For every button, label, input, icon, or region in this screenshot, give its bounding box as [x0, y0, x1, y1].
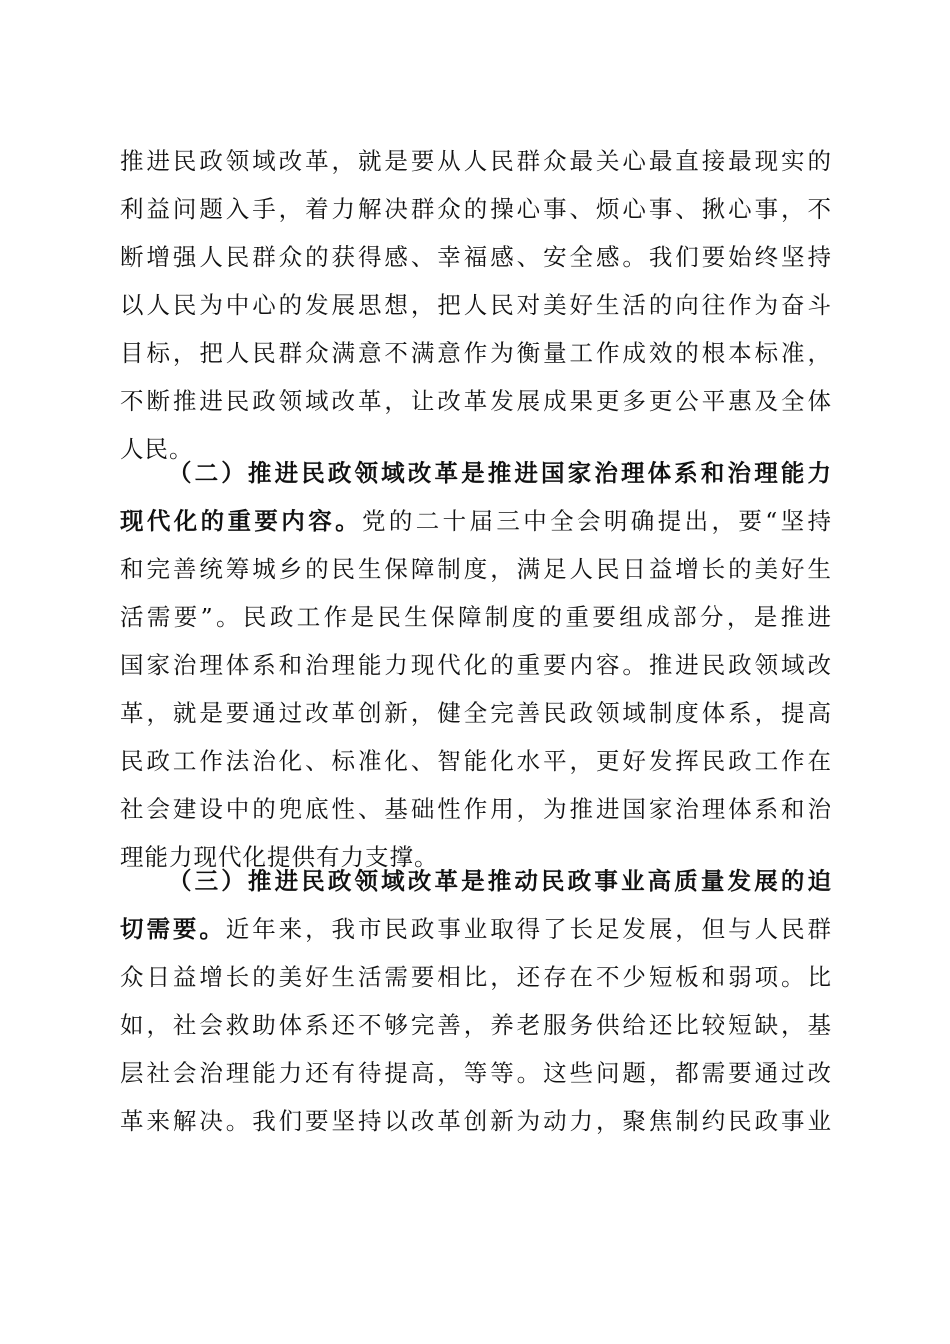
line-text: 以人民为中心的发展思想，把人民对美好生活的向往作为奋斗: [120, 291, 832, 319]
line-text: 如，社会救助体系还不够完善，养老服务供给还比较短缺，基: [120, 1011, 832, 1039]
paragraph-line: [120, 1001, 832, 1049]
paragraph-line: [120, 329, 832, 377]
paragraph-line: [120, 689, 832, 737]
paragraph-1: [120, 137, 832, 473]
line-text: 党的二十届三中全会明确提出，要“坚持: [361, 507, 833, 535]
paragraph-line: [120, 185, 832, 233]
line-text: 国家治理体系和治理能力现代化的重要内容。推进民政领域改: [120, 651, 832, 679]
line-text: 众日益增长的美好生活需要相比，还存在不少短板和弱项。比: [120, 963, 832, 991]
line-text: 近年来，我市民政事业取得了长足发展，但与人民群: [225, 915, 833, 943]
paragraph-line: [120, 953, 832, 1001]
paragraph-line: [120, 497, 832, 545]
line-text: 活需要”。民政工作是民生保障制度的重要组成部分，是推进: [120, 603, 832, 631]
line-text: 和完善统筹城乡的民生保障制度，满足人民日益增长的美好生: [120, 555, 832, 583]
paragraph-line: [120, 545, 832, 593]
paragraph-line: [120, 737, 832, 785]
paragraph-line: [120, 1049, 832, 1097]
paragraph-line: [120, 593, 832, 641]
paragraph-line: [120, 377, 832, 425]
paragraph-line: [120, 1097, 832, 1145]
paragraph-line: [120, 233, 832, 281]
line-text: 民政工作法治化、标准化、智能化水平，更好发挥民政工作在: [120, 747, 832, 775]
line-text: 人民。: [120, 435, 194, 463]
line-text: 革来解决。我们要坚持以改革创新为动力，聚焦制约民政事业: [120, 1107, 832, 1135]
paragraph-line: [120, 137, 832, 185]
line-text: 推进民政领域改革，就是要从人民群众最关心最直接最现实的: [120, 147, 832, 175]
paragraph-line: [120, 281, 832, 329]
paragraph-2: [120, 449, 832, 881]
line-text: 目标，把人民群众满意不满意作为衡量工作成效的根本标准，: [120, 339, 832, 367]
line-text: 革，就是要通过改革创新，健全完善民政领域制度体系，提高: [120, 699, 832, 727]
line-text: 利益问题入手，着力解决群众的操心事、烦心事、揪心事，不: [120, 195, 832, 223]
section-heading-end: 现代化的重要内容。: [120, 507, 362, 535]
line-text: 层社会治理能力还有待提高，等等。这些问题，都需要通过改: [120, 1059, 832, 1087]
section-heading: （二）推进民政领域改革是推进国家治理体系和治理能力: [168, 459, 832, 487]
line-text: 不断推进民政领域改革，让改革发展成果更多更公平惠及全体: [120, 387, 832, 415]
line-text: 断增强人民群众的获得感、幸福感、安全感。我们要始终坚持: [120, 243, 832, 271]
paragraph-heading-line: [120, 449, 832, 497]
paragraph-line: [120, 785, 832, 833]
section-heading: （三）推进民政领域改革是推动民政事业高质量发展的迫: [168, 867, 832, 895]
line-text: 社会建设中的兜底性、基础性作用，为推进国家治理体系和治: [120, 795, 832, 823]
section-heading-end: 切需要。: [120, 915, 226, 943]
paragraph-line: [120, 641, 832, 689]
paragraph-heading-line: [120, 857, 832, 905]
paragraph-line: [120, 905, 832, 953]
paragraph-3: [120, 857, 832, 1145]
line-text: 理能力现代化提供有力支撑。: [120, 843, 439, 871]
